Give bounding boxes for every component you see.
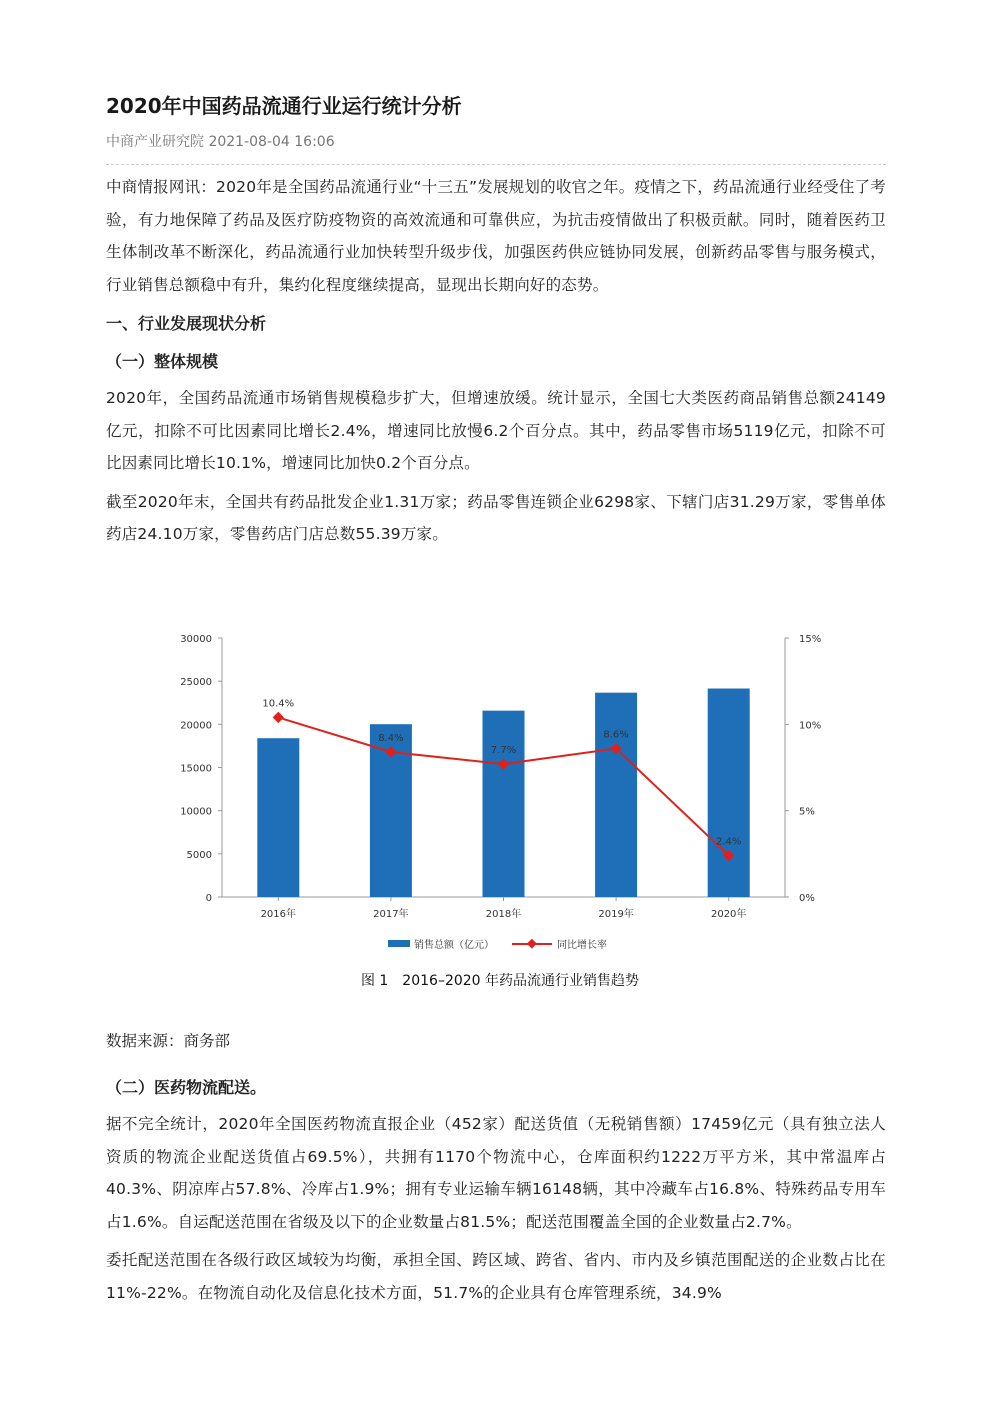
- chart-svg: [160, 620, 840, 1000]
- page-title: 2020年中国药品流通行业运行统计分析: [106, 94, 462, 118]
- y-left-tick-label: 5000: [186, 849, 212, 861]
- y-right-tick-label: 10%: [799, 720, 822, 732]
- y-right-tick-label: 15%: [799, 634, 822, 645]
- subsection-heading: （二）医药物流配送。: [106, 1078, 267, 1097]
- growth-rate-data-label: 8.6%: [603, 729, 629, 741]
- growth-rate-data-label: 2.4%: [715, 836, 742, 848]
- x-tick-label: 2016年: [260, 909, 297, 920]
- bar: [595, 693, 637, 897]
- paragraph: 2020年，全国药品流通市场销售规模稳步扩大，但增速放缓。统计显示，全国七大类医药商品销售总额24149亿元，扣除不可比因素同比增长2.4%，增速同比放慢6.2个百分点。其中，药品零售市场5119亿元，扣除不可比因素同比增长10.1%，增速同比加快0.2个百分点。: [106, 389, 886, 472]
- y-left-tick-label: 20000: [180, 720, 212, 732]
- article: [106, 92, 886, 551]
- divider: [106, 164, 886, 165]
- x-tick-label: 2017年: [373, 909, 409, 920]
- x-tick-label: 2020年: [710, 909, 747, 920]
- data-source: 数据来源：商务部: [106, 1032, 231, 1050]
- paragraph: 据不完全统计，2020年全国医药物流直报企业（452家）配送货值（无税销售额）17459亿元（具有独立法人资质的物流企业配送货值占69.5%），共拥有1170个物流中心，仓库面积约1222万平方米，其中常温库占40.3%、阴凉库占57.8%、冷库占1.9%；拥有专业运输车辆16148辆，其中冷藏车占16.8%、特殊药品专用车占1.6%。自运配送范围在省级及以下的企业数量占81.5%；配送范围覆盖全国的企业数量占2.7%。: [106, 1115, 886, 1231]
- growth-rate-data-label: 8.4%: [378, 732, 404, 744]
- y-left-tick-label: 15000: [180, 763, 212, 775]
- y-left-tick-label: 30000: [180, 634, 212, 645]
- y-left-tick-label: 25000: [180, 677, 212, 689]
- y-left-tick-label: 10000: [180, 806, 212, 818]
- y-right-tick-label: 5%: [799, 806, 815, 818]
- growth-rate-data-label: 7.7%: [490, 745, 517, 757]
- bar: [708, 689, 750, 897]
- legend-bar-label: 销售总额（亿元）: [414, 940, 494, 951]
- paragraph: 截至2020年末，全国共有药品批发企业1.31万家；药品零售连锁企业6298家、下辖门店31.29万家，零售单体药店24.10万家，零售药店门店总数55.39万家。: [106, 492, 886, 543]
- sales-trend-chart: [160, 620, 840, 1000]
- article-meta: 中商产业研究院 2021-08-04 16:06: [106, 134, 335, 150]
- growth-rate-data-label: 10.4%: [262, 698, 295, 710]
- article-lower: [106, 1064, 886, 1309]
- paragraph: 委托配送范围在各级行政区域较为均衡，承担全国、跨区域、跨省、省内、市内及乡镇范围配送的企业数占比在11%-22%。在物流自动化及信息化技术方面，51.7%的企业具有仓库管理系统，34.9%: [106, 1251, 886, 1302]
- section-heading: 一、行业发展现状分析: [106, 314, 267, 333]
- y-right-tick-label: 0%: [799, 893, 815, 904]
- bar: [257, 738, 299, 897]
- bar: [483, 711, 525, 897]
- subsection-heading: （一）整体规模: [106, 352, 219, 371]
- growth-rate-point: [273, 712, 284, 723]
- legend-line-marker: [527, 939, 537, 949]
- x-tick-label: 2019年: [598, 909, 634, 920]
- y-left-tick-label: 0: [205, 893, 212, 904]
- legend-bar-swatch: [388, 940, 410, 947]
- intro-paragraph: 中商情报网讯：2020年是全国药品流通行业“十三五”发展规划的收官之年。疫情之下，药品流通行业经受住了考验，有力地保障了药品及医疗防疫物资的高效流通和可靠供应，为抗击疫情做出了积极贡献。同时，随着医药卫生体制改革不断深化，药品流通行业加快转型升级步伐，加强医药供应链协同发展，创新药品零售与服务模式，行业销售总额稳中有升，集约化程度继续提高，显现出长期向好的态势。: [106, 178, 886, 294]
- legend-line-label: 同比增长率: [557, 940, 607, 951]
- x-tick-label: 2018年: [485, 909, 522, 920]
- chart-caption: 图 1 2016–2020 年药品流通行业销售趋势: [360, 973, 640, 989]
